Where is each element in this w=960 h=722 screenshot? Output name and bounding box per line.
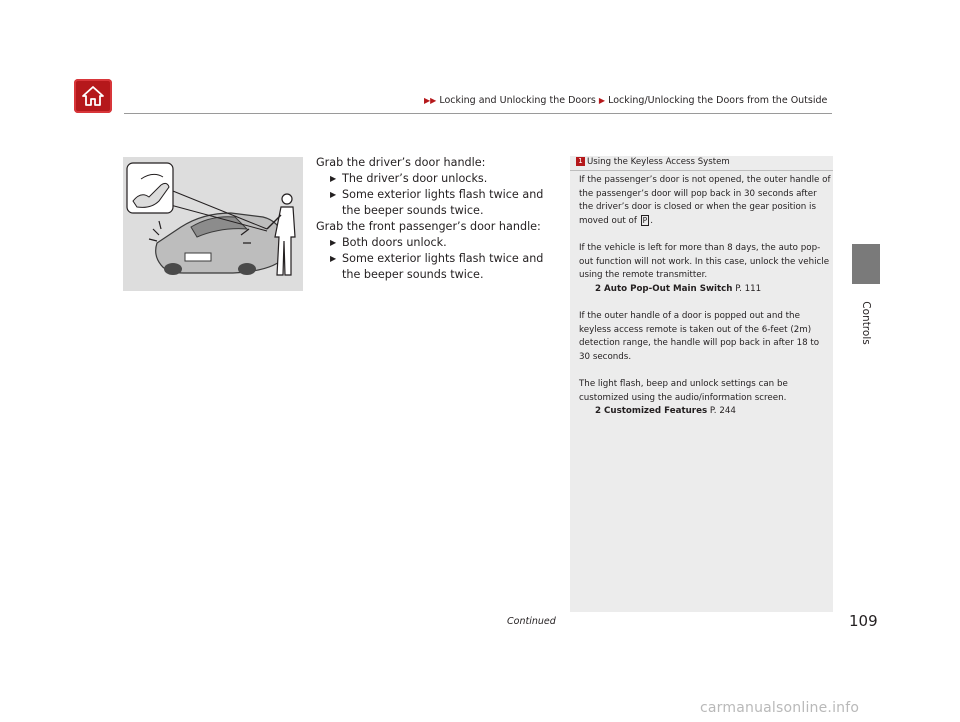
sidebar-title: 1 Using the Keyless Access System: [576, 157, 730, 167]
watermark: carmanualsonline.info: [700, 700, 860, 716]
continued-label: Continued: [507, 616, 556, 627]
page-number: 109: [849, 612, 878, 630]
driver-door-result-1: ▶ The driver’s door unlocks.: [316, 171, 561, 187]
breadcrumb: [424, 95, 827, 106]
xref-auto-pop-out[interactable]: 2 Auto Pop-Out Main Switch P. 111: [595, 283, 762, 294]
reference-icon: 2: [595, 406, 602, 417]
passenger-door-result-1: ▶ Both doors unlock.: [316, 235, 561, 251]
gear-p-symbol: P: [642, 215, 648, 225]
sidebar-body: [579, 174, 831, 432]
driver-door-instruction: Grab the driver’s door handle:: [316, 156, 486, 169]
sidebar-note-3: If the outer handle of a door is popped out and the keyless access remote is taken out of the 6-feet (2m) detection range, the handle will pop back in after 18 to 30 seconds.: [579, 310, 820, 362]
breadcrumb-arrow-icon: ▶: [598, 96, 606, 105]
home-button[interactable]: [74, 79, 112, 113]
driver-door-result-2: ▶ Some exterior lights flash twice and the beeper sounds twice.: [316, 187, 561, 219]
sidebar-marker: 1: [576, 157, 585, 166]
passenger-door-result-2: ▶ Some exterior lights flash twice and the beeper sounds twice.: [316, 251, 561, 283]
breadcrumb-section[interactable]: Locking and Unlocking the Doors: [439, 95, 596, 106]
reference-icon: 2: [595, 283, 602, 294]
header-rule: [124, 113, 832, 114]
sidebar-divider: [570, 170, 833, 171]
door-handle-illustration: [123, 157, 303, 291]
xref-customized-features[interactable]: 2 Customized Features P. 244: [595, 406, 736, 417]
sidebar-note-4: The light flash, beep and unlock settings can be customized using the audio/information screen. 2 Customized Features P. 244: [579, 378, 788, 417]
sidebar-note-2: If the vehicle is left for more than 8 days, the auto pop-out function will not work. In this case, unlock the vehicle using the remote transmitter. 2 Auto Pop-Out Main Switch P. 111: [579, 242, 830, 294]
passenger-door-instruction: Grab the front passenger’s door handle:: [316, 220, 541, 233]
notes-sidebar: [570, 156, 833, 612]
breadcrumb-page: Locking/Unlocking the Doors from the Outside: [608, 95, 828, 106]
chapter-tab-label: Controls: [860, 301, 872, 345]
chapter-tab-marker[interactable]: [852, 244, 880, 284]
home-icon: [81, 85, 105, 107]
sidebar-note-1: If the passenger’s door is not opened, the outer handle of the passenger’s door will pop back in 30 seconds after the driver’s door is closed or when the gear position is moved out of P .: [579, 175, 831, 226]
main-instructions: [316, 155, 561, 283]
breadcrumb-arrow-icon: ▶▶: [424, 96, 437, 105]
